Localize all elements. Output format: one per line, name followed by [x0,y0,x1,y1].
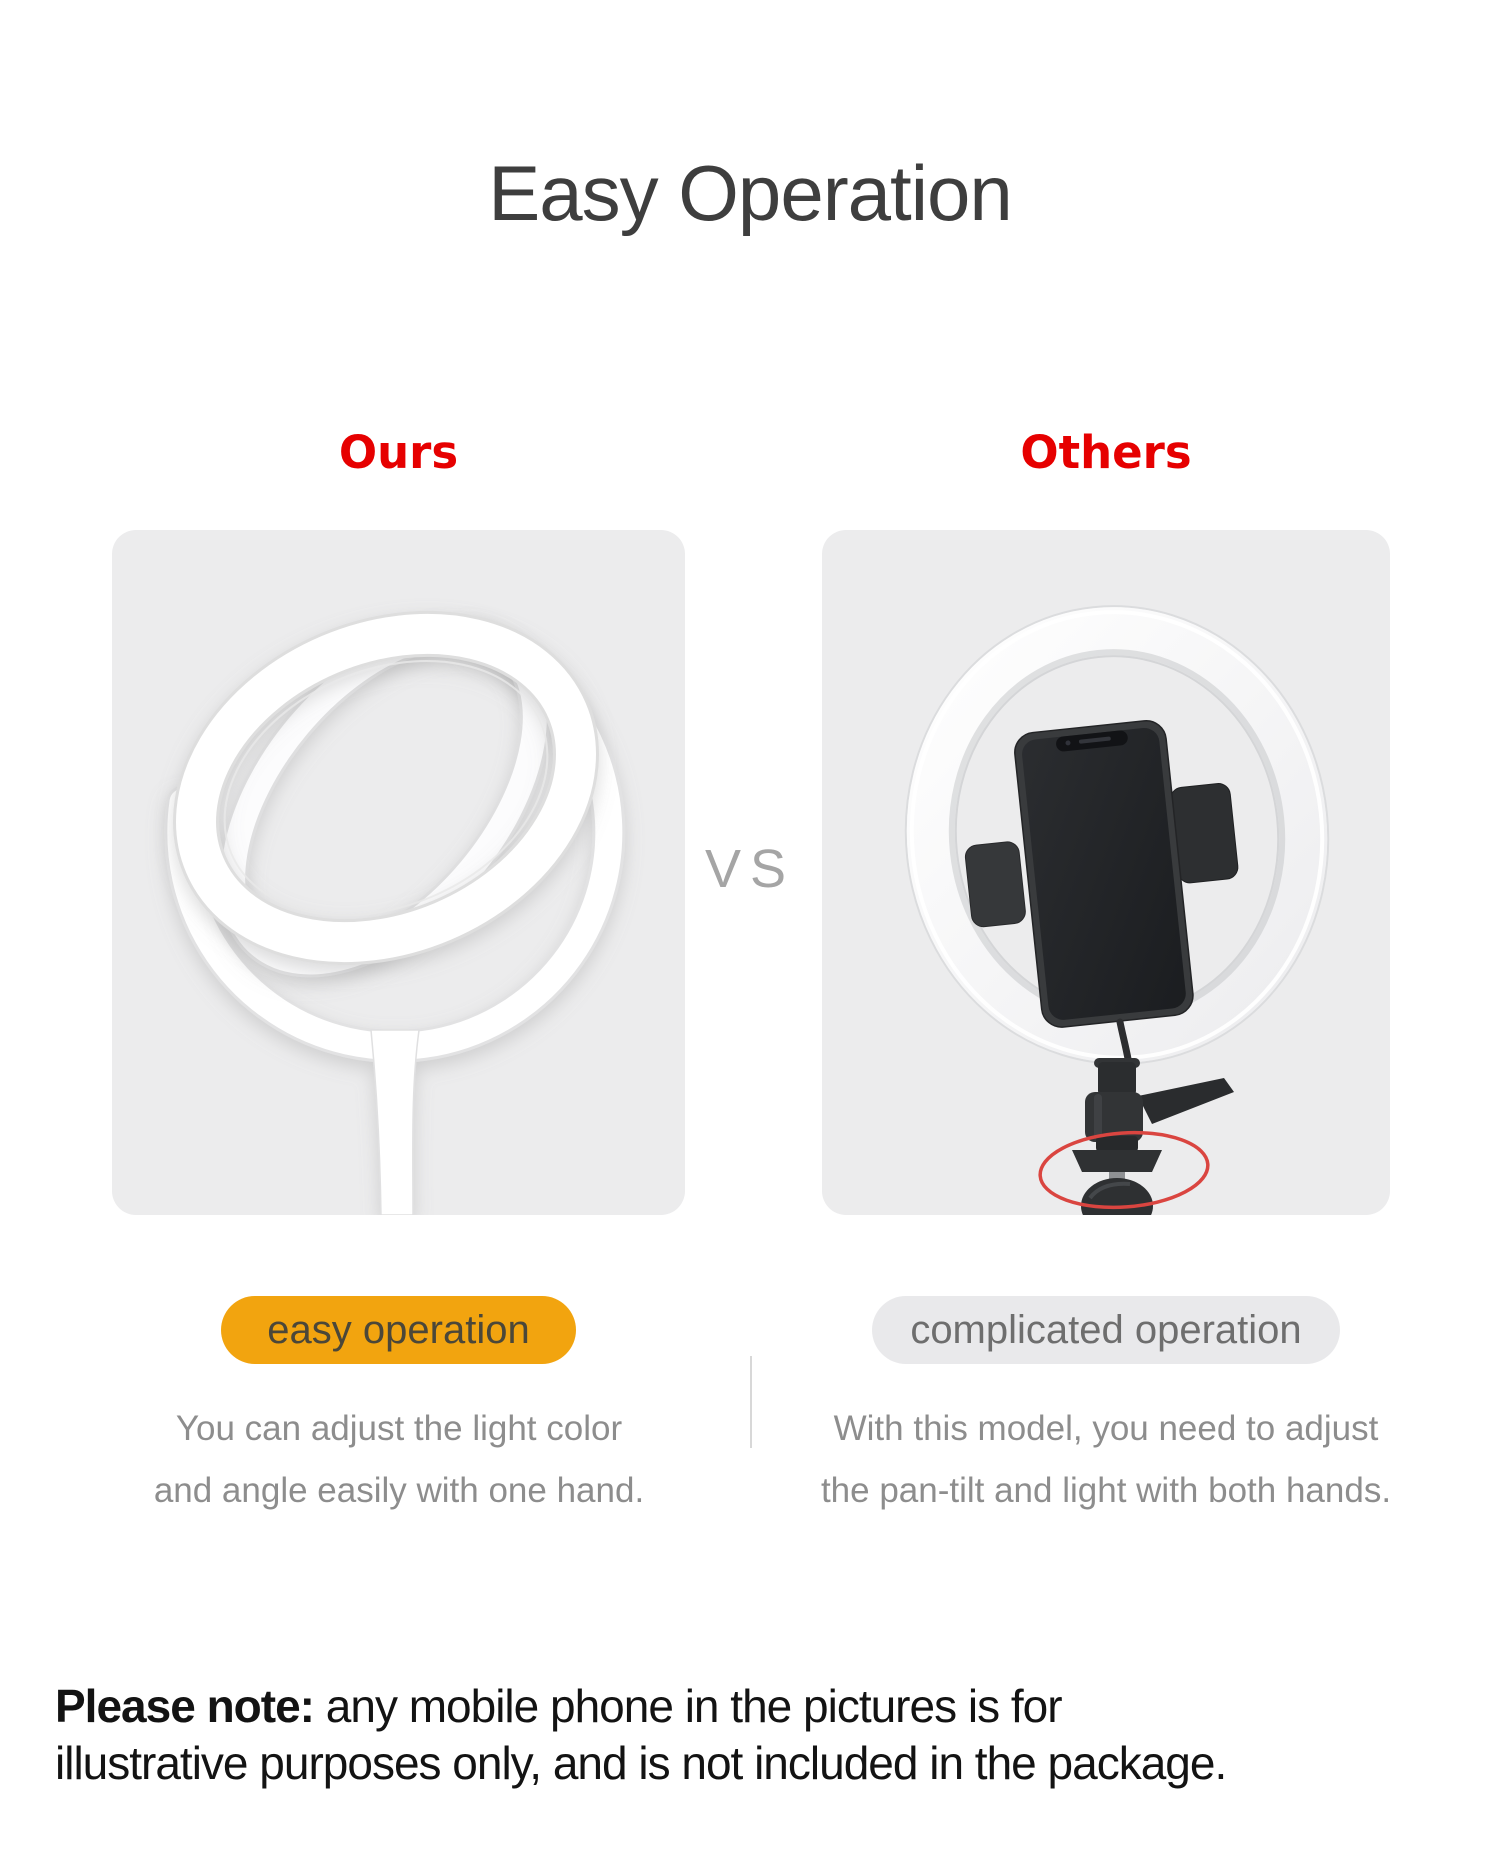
left-clamp-arm [964,841,1026,928]
phone-screen [1021,726,1188,1021]
others-description [782,1398,1430,1522]
page-title: Easy Operation [488,149,1012,237]
ours-description-line1: You can adjust the light color [175,1409,623,1448]
ours-panel [112,530,685,1215]
ours-description-line2: and angle easily with one hand. [153,1471,645,1510]
holder-stem [371,1030,419,1215]
note-line2: illustrative purposes only, and is not included in the package. [55,1737,1227,1789]
others-badge-row [822,1296,1390,1364]
others-description-line1: With this model, you need to adjust [833,1409,1379,1448]
note-text [55,1678,1465,1792]
note-bold-prefix: Please note: [55,1680,314,1732]
ours-badge-row [112,1296,685,1364]
vs-label: VS [704,839,796,899]
others-badge: complicated operation [872,1296,1339,1364]
others-label: Others [1020,426,1192,479]
ours-product-image [112,530,685,1215]
others-product-image [822,530,1390,1215]
ours-label: Ours [338,426,459,479]
others-panel [822,530,1390,1215]
ours-description [85,1398,713,1522]
column-divider [750,1356,752,1448]
ours-badge: easy operation [221,1296,575,1364]
others-description-line2: the pan-tilt and light with both hands. [820,1471,1392,1510]
note-line1: any mobile phone in the pictures is for [314,1680,1062,1732]
